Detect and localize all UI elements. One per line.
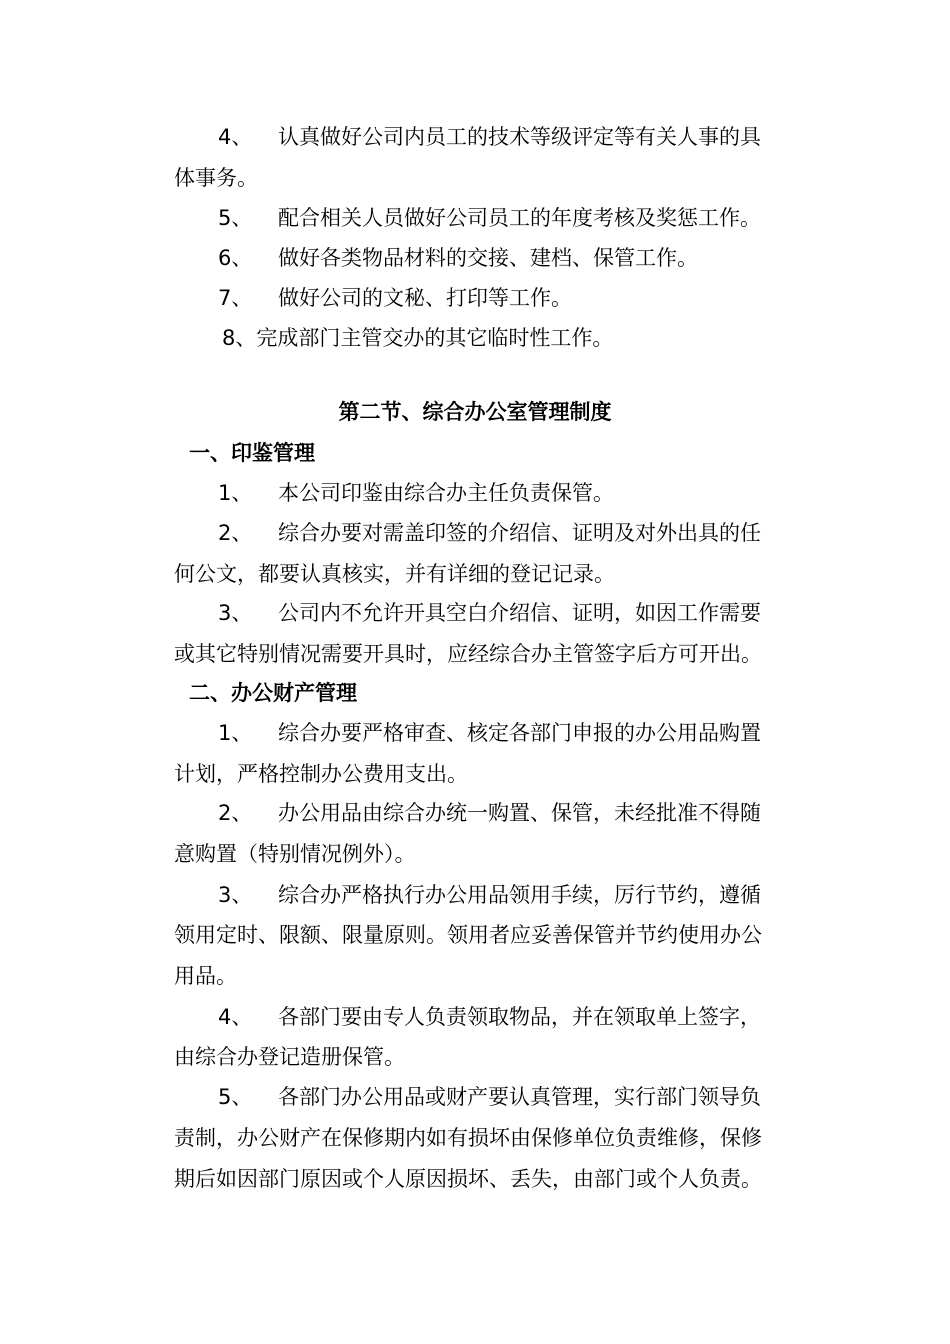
item-text: 本公司印鉴由综合办主任负责保管。 (278, 481, 614, 505)
item-continuation: 何公文，都要认真核实，并有详细的登记记录。 (174, 562, 615, 586)
item-continuation: 期后如因部门原因或个人原因损坏、丢失，由部门或个人负责。 (174, 1167, 762, 1191)
item-number: 2、 (218, 521, 253, 545)
item-number: 3、 (218, 601, 253, 625)
item-text: 综合办严格执行办公用品领用手续，厉行节约，遵循 (278, 883, 761, 907)
item-text: 综合办要对需盖印签的介绍信、证明及对外出具的任 (278, 521, 761, 545)
item-number: 5、 (218, 1085, 253, 1109)
item-text: 做好各类物品材料的交接、建档、保管工作。 (278, 246, 698, 270)
list-item: 8、完成部门主管交办的其它临时性工作。 (222, 326, 614, 350)
item-number: 2、 (218, 801, 253, 825)
item-continuation: 意购置（特别情况例外）。 (174, 842, 416, 866)
item-number: 1、 (218, 721, 253, 745)
subsection-heading: 二、办公财产管理 (189, 681, 357, 705)
item-continuation: 由综合办登记造册保管。 (174, 1045, 405, 1069)
item-continuation: 用品。 (174, 964, 237, 988)
item-number: 7、 (218, 286, 253, 310)
item-number: 3、 (218, 883, 253, 907)
item-text: 各部门要由专人负责领取物品，并在领取单上签字， (278, 1005, 761, 1029)
item-number: 5、 (218, 206, 253, 230)
item-text: 公司内不允许开具空白介绍信、证明，如因工作需要 (278, 601, 761, 625)
item-number: 6、 (218, 246, 253, 270)
item-continuation: 计划，严格控制办公费用支出。 (174, 762, 468, 786)
item-continuation: 或其它特别情况需要开具时，应经综合办主管签字后方可开出。 (174, 642, 762, 666)
item-continuation: 领用定时、限额、限量原则。领用者应妥善保管并节约使用办公 (174, 923, 762, 947)
item-number: 1、 (218, 481, 253, 505)
item-text: 综合办要严格审查、核定各部门申报的办公用品购置 (278, 721, 761, 745)
item-continuation: 责制，办公财产在保修期内如有损坏由保修单位负责维修，保修 (174, 1126, 762, 1150)
item-text: 做好公司的文秘、打印等工作。 (278, 286, 572, 310)
section-title: 第二节、综合办公室管理制度 (338, 400, 612, 424)
subsection-heading: 一、印鉴管理 (189, 441, 315, 465)
item-number: 4、 (218, 1005, 253, 1029)
item-text: 办公用品由综合办统一购置、保管，未经批准不得随 (278, 801, 761, 825)
item-text: 认真做好公司内员工的技术等级评定等有关人事的具 (278, 125, 761, 149)
item-text: 各部门办公用品或财产要认真管理，实行部门领导负 (278, 1085, 761, 1109)
item-continuation: 体事务。 (174, 166, 258, 190)
item-number: 4、 (218, 125, 253, 149)
item-text: 配合相关人员做好公司员工的年度考核及奖惩工作。 (278, 206, 761, 230)
